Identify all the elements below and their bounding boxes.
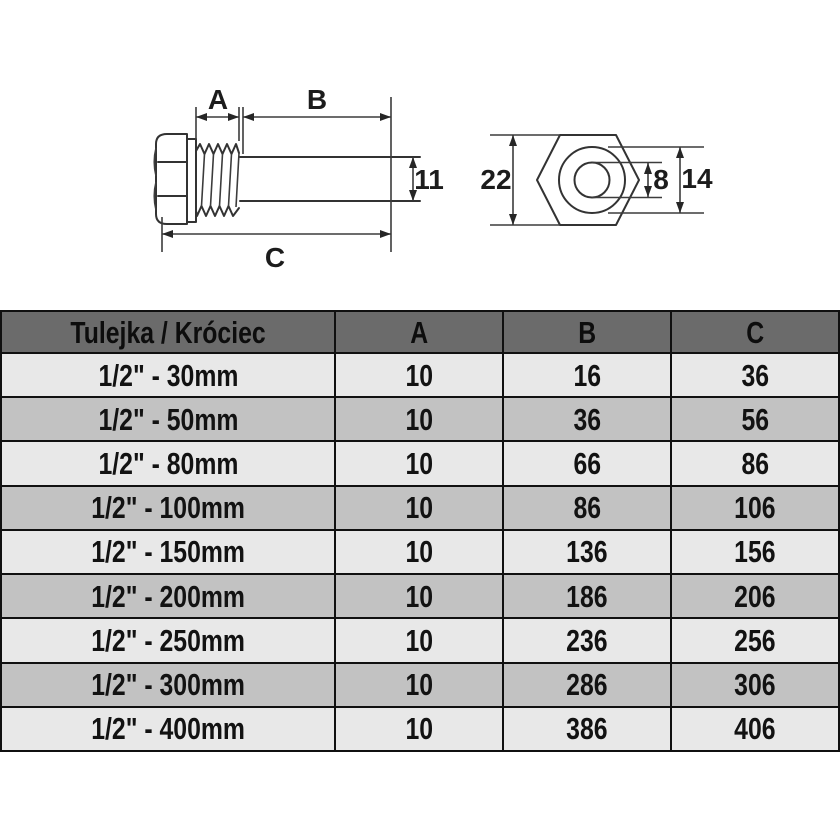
table-header-a-label: A — [410, 314, 428, 350]
table-header-b — [504, 312, 670, 352]
table-row-b — [504, 398, 670, 440]
side-view — [154, 84, 444, 273]
value-c: 36 — [741, 357, 769, 393]
size-label: 1/2" - 250mm — [91, 622, 245, 658]
table-row-size — [2, 664, 334, 706]
table-row-size — [2, 442, 334, 484]
table-row-size — [2, 619, 334, 661]
size-label: 1/2" - 150mm — [91, 534, 245, 570]
table-row-c — [672, 487, 838, 529]
table-row-a — [336, 442, 502, 484]
value-a: 10 — [405, 446, 433, 482]
dimensions-table — [0, 310, 840, 752]
table-row-c — [672, 442, 838, 484]
size-label: 1/2" - 80mm — [98, 446, 238, 482]
dim-a-label: A — [207, 84, 229, 115]
value-c: 86 — [741, 446, 769, 482]
table-row-a — [336, 708, 502, 750]
size-label: 1/2" - 50mm — [98, 401, 238, 437]
dim-14-label: 14 — [681, 163, 713, 194]
table-row-c — [672, 354, 838, 396]
table-row-a — [336, 664, 502, 706]
value-b: 386 — [566, 711, 608, 747]
table-row-a — [336, 531, 502, 573]
dim-11-label: 11 — [414, 164, 444, 195]
value-a: 10 — [405, 622, 433, 658]
value-b: 236 — [566, 622, 608, 658]
value-a: 10 — [405, 490, 433, 526]
dimension-tube-diameter — [409, 157, 444, 201]
size-label: 1/2" - 300mm — [91, 667, 245, 703]
size-label: 1/2" - 100mm — [91, 490, 245, 526]
value-a: 10 — [405, 534, 433, 570]
value-c: 256 — [734, 622, 776, 658]
table-row-b — [504, 354, 670, 396]
table-row-c — [672, 619, 838, 661]
dimension-a — [196, 84, 239, 141]
table-row-size — [2, 487, 334, 529]
value-c: 106 — [734, 490, 776, 526]
end-view — [480, 135, 713, 225]
table-row-b — [504, 531, 670, 573]
table-row-a — [336, 354, 502, 396]
value-b: 36 — [573, 401, 601, 437]
table-row-size — [2, 531, 334, 573]
value-a: 10 — [405, 401, 433, 437]
collar — [187, 139, 196, 222]
value-b: 186 — [566, 578, 608, 614]
dimension-b — [243, 84, 391, 252]
table-row-size — [2, 398, 334, 440]
value-b: 66 — [573, 446, 601, 482]
value-c: 206 — [734, 578, 776, 614]
value-c: 156 — [734, 534, 776, 570]
size-label: 1/2" - 200mm — [91, 578, 245, 614]
table-header-name-label: Tulejka / Króciec — [70, 314, 266, 350]
table-row-b — [504, 442, 670, 484]
value-b: 286 — [566, 667, 608, 703]
table-row-a — [336, 619, 502, 661]
dim-22-label: 22 — [480, 164, 512, 195]
value-a: 10 — [405, 357, 433, 393]
table-row-c — [672, 664, 838, 706]
size-label: 1/2" - 400mm — [91, 711, 245, 747]
table-row-b — [504, 619, 670, 661]
threaded-section — [196, 144, 239, 216]
value-a: 10 — [405, 578, 433, 614]
table-row-a — [336, 487, 502, 529]
table-row-b — [504, 575, 670, 617]
dim-8-label: 8 — [653, 164, 669, 195]
table-row-size — [2, 354, 334, 396]
value-a: 10 — [405, 711, 433, 747]
value-c: 406 — [734, 711, 776, 747]
dim-b-label: B — [306, 84, 328, 115]
table-header-b-label: B — [578, 314, 596, 350]
table-row-b — [504, 664, 670, 706]
table-header-a — [336, 312, 502, 352]
table-row-size — [2, 708, 334, 750]
dimension-drawing — [0, 0, 840, 310]
dim-c-label: C — [264, 242, 286, 273]
table-row-c — [672, 575, 838, 617]
table-header-c-label: C — [746, 314, 764, 350]
value-c: 306 — [734, 667, 776, 703]
value-b: 86 — [573, 490, 601, 526]
value-c: 56 — [741, 401, 769, 437]
hexagon-outline — [537, 135, 639, 225]
table-row-c — [672, 398, 838, 440]
hex-head — [154, 134, 187, 224]
value-a: 10 — [405, 667, 433, 703]
table-row-a — [336, 575, 502, 617]
table-header-c — [672, 312, 838, 352]
table-row-c — [672, 708, 838, 750]
table-row-b — [504, 708, 670, 750]
table-header-name — [2, 312, 334, 352]
table-row-c — [672, 531, 838, 573]
value-b: 16 — [573, 357, 601, 393]
tube — [240, 157, 420, 201]
table-row-a — [336, 398, 502, 440]
table-row-size — [2, 575, 334, 617]
value-b: 136 — [566, 534, 608, 570]
dimension-c — [162, 217, 391, 273]
table-row-b — [504, 487, 670, 529]
size-label: 1/2" - 30mm — [98, 357, 238, 393]
